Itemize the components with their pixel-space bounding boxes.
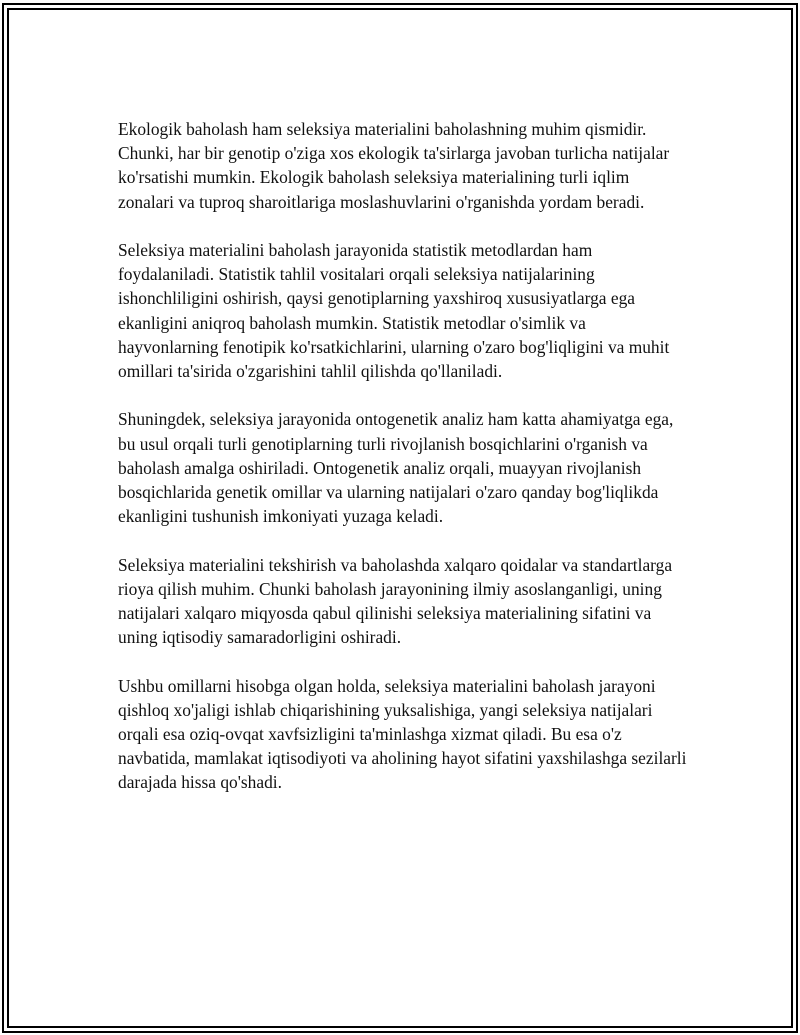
paragraph-ontogenetic-analysis: Shuningdek, seleksiya jarayonida ontogenetik analiz ham katta ahamiyatga ega, bu usul orqali turli genotiplarning turli rivojlanish bosqichlarini o'rganish va baholash amalga oshiriladi. Ontogenetik analiz orqali, muayyan rivojlanish bosqichlarida genetik omillar va ularning natijalari o'zaro qanday bog'liqlikda ekanligini tushunish imkoniyati yuzaga keladi. [118, 409, 674, 527]
paragraph-conclusion: Ushbu omillarni hisobga olgan holda, seleksiya materialini baholash jarayoni qishloq xo'jaligi ishlab chiqarishining yuksalishiga, yangi seleksiya natijalari orqali esa oziq-ovqat xavfsizligini ta'minlashga xizmat qiladi. Bu esa o'z navbatida, mamlakat iqtisodiyoti va aholining hayot sifatini yaxshilashga sezilarli darajada hissa qo'shadi. [118, 675, 687, 793]
paragraph-statistical-methods: Seleksiya materialini baholash jarayonida statistik metodlardan ham foydalaniladi. Statistik tahlil vositalari orqali seleksiya natijalarining ishonchliligini oshirish, qaysi genotiplarning yaxshiroq xususiyatlarga ega ekanligini aniqroq baholash mumkin. Statistik metodlar o'simlik va hayvonlarning fenotipik ko'rsatkichlarini, ularning o'zaro bog'liqligini va muhit omillari ta'sirida o'zgarishini tahlil qilishda qo'llaniladi. [118, 240, 670, 382]
document-body [118, 117, 688, 819]
paragraph-ecological-assessment: Ekologik baholash ham seleksiya materialini baholashning muhim qismidir. Chunki, har bir genotip o'ziga xos ekologik ta'sirlarga javoban turlicha natijalar ko'rsatishi mumkin. Ekologik baholash seleksiya materialining turli iqlim zonalari va tuproq sharoitlariga moslashuvlarini o'rganishda yordam beradi. [118, 119, 670, 212]
paragraph-international-standards: Seleksiya materialini tekshirish va baholashda xalqaro qoidalar va standartlarga rioya qilish muhim. Chunki baholash jarayonining ilmiy asoslanganligi, uning natijalari xalqaro miqyosda qabul qilinishi seleksiya materialining sifatini va uning iqtisodiy samaradorligini oshiradi. [118, 554, 673, 648]
